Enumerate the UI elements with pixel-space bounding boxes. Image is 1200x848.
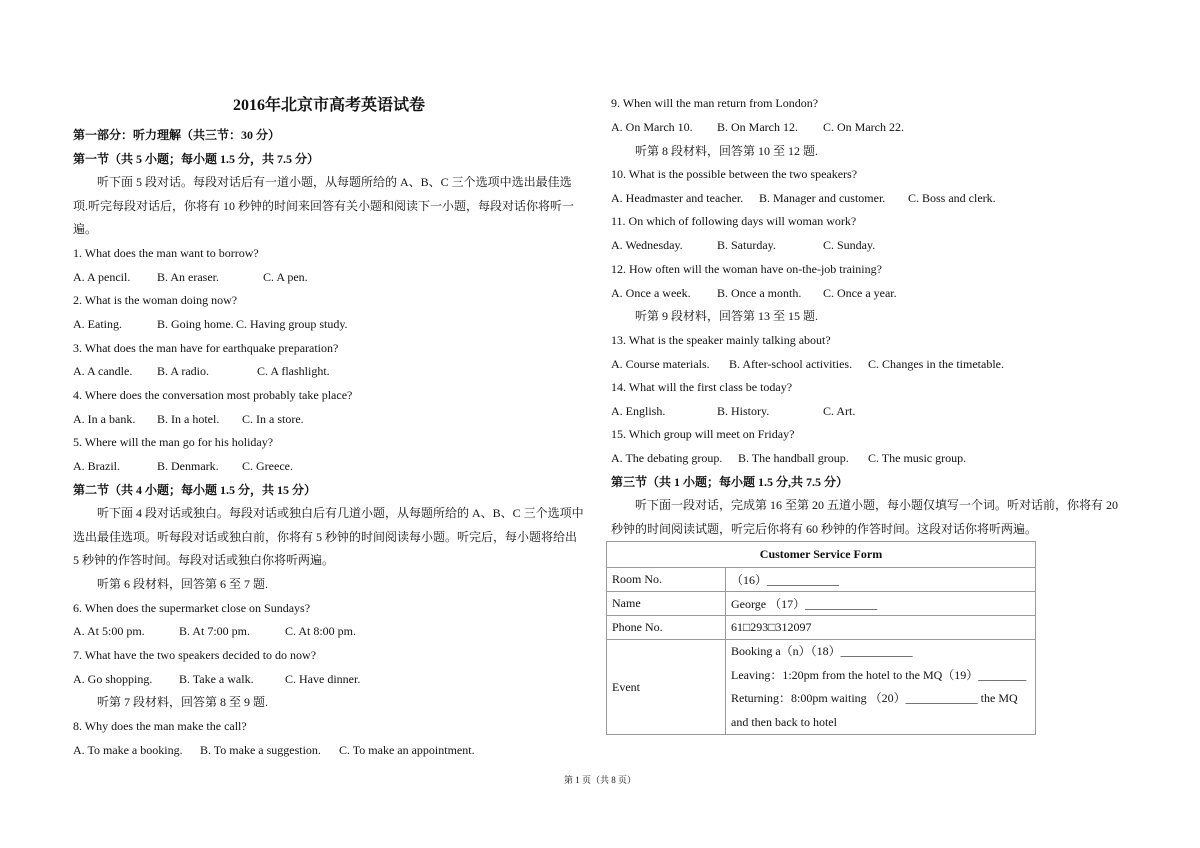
form-label: Name xyxy=(607,592,726,616)
question-options xyxy=(611,119,904,135)
option-a: A. English. xyxy=(611,404,666,418)
question-options xyxy=(611,450,966,466)
question-text: 14. What will the first class be today? xyxy=(611,380,793,394)
section2-heading: 第二节（共 4 小题；每小题 1.5 分，共 15 分） xyxy=(73,483,317,497)
option-a: A. A candle. xyxy=(73,364,133,378)
question-text: 5. Where will the man go for his holiday? xyxy=(73,435,274,449)
form-value: （16）____________ xyxy=(726,568,1036,592)
question-options xyxy=(73,671,360,687)
option-c: C. At 8:00 pm. xyxy=(285,624,357,638)
form-title: Customer Service Form xyxy=(607,542,1036,568)
question-text: 9. When will the man return from London? xyxy=(611,96,819,110)
question-text: 11. On which of following days will woman work? xyxy=(611,214,857,228)
option-a: A. On March 10. xyxy=(611,120,693,134)
question-options xyxy=(73,411,304,427)
option-c: C. The music group. xyxy=(868,451,967,465)
question-options xyxy=(611,356,1004,372)
option-a: A. To make a booking. xyxy=(73,743,183,757)
option-c: C. Once a year. xyxy=(823,286,897,300)
question-options xyxy=(611,403,855,419)
option-a: A. Once a week. xyxy=(611,286,691,300)
question-text: 12. How often will the woman have on-the-job training? xyxy=(611,262,882,276)
option-a: A. At 5:00 pm. xyxy=(73,624,145,638)
customer-service-form xyxy=(606,541,1036,735)
option-b: B. A radio. xyxy=(157,364,210,378)
page-footer: 第 1 页（共 8 页） xyxy=(563,775,636,785)
form-row-event xyxy=(607,640,1036,735)
form-row xyxy=(607,568,1036,592)
option-b: B. To make a suggestion. xyxy=(200,743,321,757)
form-label: Phone No. xyxy=(607,616,726,640)
option-a: A. Brazil. xyxy=(73,459,120,473)
section2-instruction: 5 秒钟的作答时间。每段对话或独白你将听两遍。 xyxy=(73,553,335,567)
option-b: B. Take a walk. xyxy=(179,672,254,686)
option-a: A. Course materials. xyxy=(611,357,710,371)
option-c: C. Boss and clerk. xyxy=(908,191,996,205)
section1-instruction: 听下面 5 段对话。每段对话后有一道小题，从每题所给的 A、B、C 三个选项中选出最佳选 xyxy=(97,175,572,189)
section1-instruction: 项.听完每段对话后，你将有 10 秒钟的时间来回答有关小题和阅读下一小题，每段对话你将听一 xyxy=(73,199,575,213)
option-c: C. A pen. xyxy=(263,270,308,284)
option-a: A. In a bank. xyxy=(73,412,136,426)
option-a: A. Headmaster and teacher. xyxy=(611,191,744,205)
option-c: C. Greece. xyxy=(242,459,293,473)
option-b: B. On March 12. xyxy=(717,120,798,134)
option-c: C. To make an appointment. xyxy=(339,743,475,757)
question-options xyxy=(611,285,897,301)
form-value-event xyxy=(726,640,1036,735)
section3-instruction: 秒钟的时间阅读试题，听完后你将有 60 秒钟的作答时间。这段对话你将听两遍。 xyxy=(611,522,1038,536)
section2-instruction: 听下面 4 段对话或独白。每段对话或独白后有几道小题，从每题所给的 A、B、C 三个选项中 xyxy=(97,506,584,520)
question-text: 1. What does the man want to borrow? xyxy=(73,246,259,260)
question-options xyxy=(73,742,475,758)
question-options xyxy=(611,237,875,253)
section3-instruction: 听下面一段对话，完成第 16 至第 20 五道小题，每小题仅填写一个词。听对话前，你将有 20 xyxy=(635,498,1119,512)
section1-instruction: 遍。 xyxy=(73,222,98,236)
form-value: 61□293□312097 xyxy=(726,616,1036,640)
material-note: 听第 7 段材料，回答第 8 至 9 题. xyxy=(97,695,269,709)
option-a: A. The debating group. xyxy=(611,451,723,465)
question-text: 3. What does the man have for earthquake preparation? xyxy=(73,341,339,355)
form-label: Event xyxy=(607,640,726,735)
question-options xyxy=(611,190,996,206)
option-c: C. On March 22. xyxy=(823,120,904,134)
option-a: A. Wednesday. xyxy=(611,238,683,252)
question-options xyxy=(73,269,308,285)
material-note: 听第 6 段材料，回答第 6 至 7 题. xyxy=(97,577,269,591)
event-line: Leaving：1:20pm from the hotel to the MQ（19）________ xyxy=(731,667,1027,682)
question-text: 6. When does the supermarket close on Sundays? xyxy=(73,601,311,615)
option-c: C. Art. xyxy=(823,404,856,418)
part1-heading: 第一部分：听力理解（共三节：30 分） xyxy=(73,128,281,142)
option-c: C. Have dinner. xyxy=(285,672,361,686)
option-a: A. Go shopping. xyxy=(73,672,153,686)
option-b: B. Saturday. xyxy=(717,238,776,252)
question-text: 2. What is the woman doing now? xyxy=(73,293,238,307)
question-text: 8. Why does the man make the call? xyxy=(73,719,247,733)
option-b: B. Once a month. xyxy=(717,286,802,300)
option-a: A. Eating. xyxy=(73,317,122,331)
question-text: 13. What is the speaker mainly talking about? xyxy=(611,333,831,347)
option-c: C. Having group study. xyxy=(236,317,348,331)
question-text: 15. Which group will meet on Friday? xyxy=(611,427,795,441)
option-b: B. After-school activities. xyxy=(729,357,853,371)
option-c: C. In a store. xyxy=(242,412,304,426)
section2-instruction: 选出最佳选项。听每段对话或独白前，你将有 5 秒钟的时间阅读每小题。听完后，每小题将给出 xyxy=(73,530,578,544)
option-b: B. An eraser. xyxy=(157,270,219,284)
page-title: 2016年北京市高考英语试卷 xyxy=(233,97,426,114)
option-b: B. Going home. xyxy=(157,317,234,331)
option-b: B. At 7:00 pm. xyxy=(179,624,251,638)
section3-heading: 第三节（共 1 小题；每小题 1.5 分,共 7.5 分） xyxy=(611,475,849,489)
option-b: B. In a hotel. xyxy=(157,412,220,426)
form-value: George （17）____________ xyxy=(726,592,1036,616)
question-options xyxy=(73,458,293,474)
form-row xyxy=(607,592,1036,616)
question-text: 10. What is the possible between the two speakers? xyxy=(611,167,858,181)
material-note: 听第 8 段材料，回答第 10 至 12 题. xyxy=(635,144,819,158)
option-c: C. Changes in the timetable. xyxy=(868,357,1004,371)
question-options xyxy=(73,363,330,379)
material-note: 听第 9 段材料，回答第 13 至 15 题. xyxy=(635,309,819,323)
section1-heading: 第一节（共 5 小题；每小题 1.5 分，共 7.5 分） xyxy=(73,152,320,166)
option-b: B. The handball group. xyxy=(738,451,849,465)
form-label: Room No. xyxy=(607,568,726,592)
option-b: B. Denmark. xyxy=(157,459,219,473)
form-row xyxy=(607,616,1036,640)
event-line: Booking a（n）（18）____________ xyxy=(731,644,913,658)
option-b: B. Manager and customer. xyxy=(759,191,886,205)
question-options xyxy=(73,623,356,639)
option-c: C. Sunday. xyxy=(823,238,876,252)
event-line: Returning：8:00pm waiting （20）____________ the MQ xyxy=(731,691,1018,705)
option-b: B. History. xyxy=(717,404,770,418)
question-text: 4. Where does the conversation most probably take place? xyxy=(73,388,353,402)
question-options xyxy=(73,316,348,332)
option-a: A. A pencil. xyxy=(73,270,131,284)
event-line: and then back to hotel xyxy=(731,714,837,729)
option-c: C. A flashlight. xyxy=(257,364,330,378)
question-text: 7. What have the two speakers decided to do now? xyxy=(73,648,317,662)
